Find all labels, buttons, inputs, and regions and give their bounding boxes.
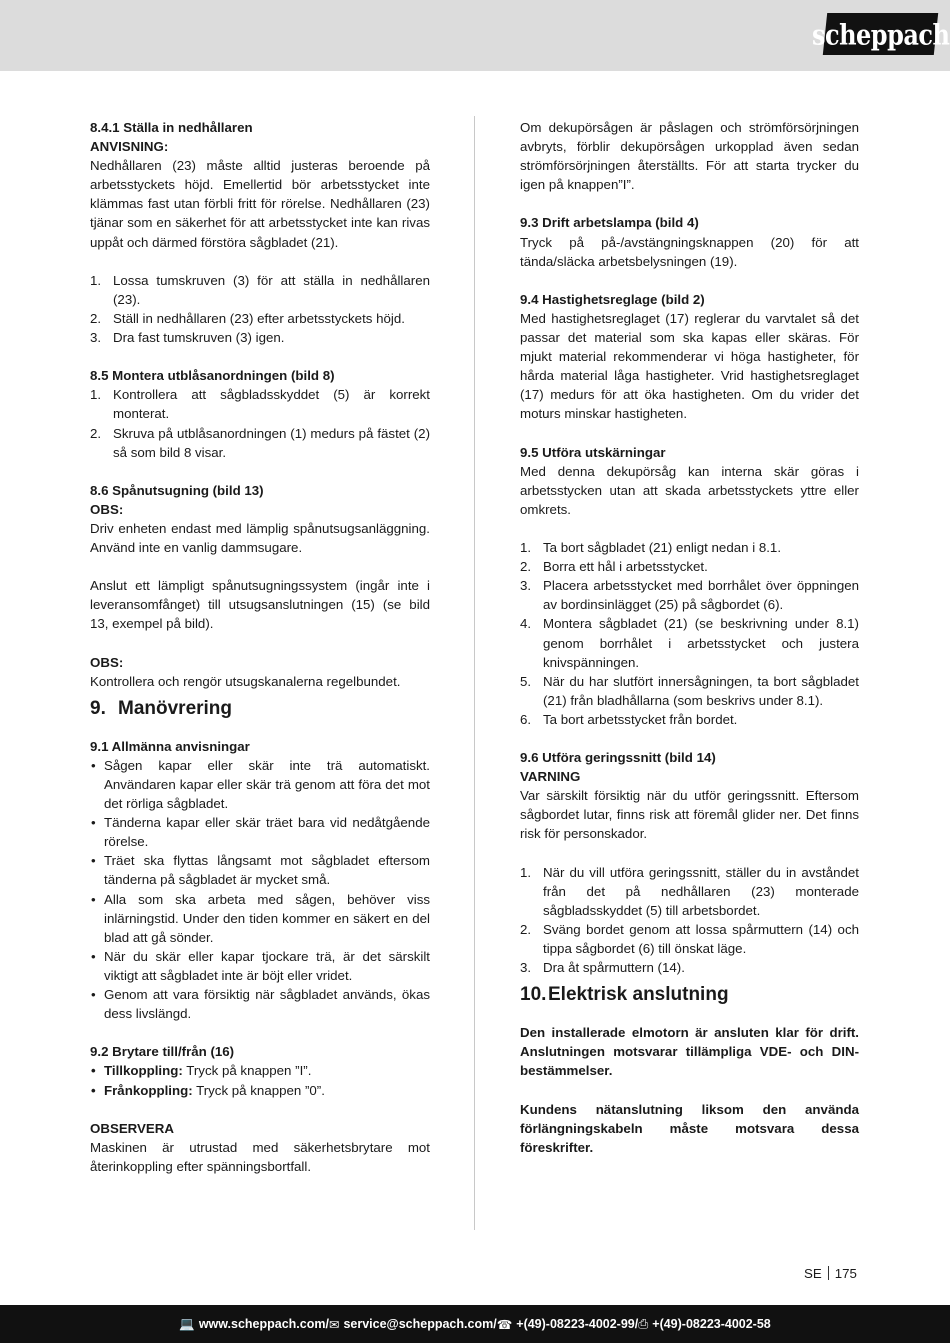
list-item: 5. När du har slutfört innersågningen, ta bort sågbladet (21) från bladhållarna (som beskrivs under 8.1). (520, 673, 859, 708)
observera-text: Maskinen är utrustad med säkerhetsbrytare mot återinkoppling efter spänningsbortfall. (90, 1139, 430, 1174)
section-9-2-title: 9.2 Brytare till/från (16) (90, 1044, 235, 1060)
electrical-paragraph-1: Den installerade elmotorn är ansluten klar för drift. Anslutningen motsvarar tillämpliga VDE- och DIN-bestämmelser. (520, 1025, 859, 1079)
electrical-paragraph-2: Kundens nätanslutning liksom den använda förlängningskabeln måste motsvara dessa föreskrifter. (520, 1101, 859, 1155)
section-9-3-text: Tryck på på-/avstängningsknappen (20) för att tända/släcka arbetsbelysningen (19). (520, 234, 859, 269)
section-9-6-title: 9.6 Utföra geringssnitt (bild 14) (520, 750, 716, 766)
general-instructions-list (90, 756, 430, 1023)
section-8-6-title: 8.6 Spånutsugning (bild 13) (90, 482, 264, 498)
list-item: • Tillkoppling: Tryck på knappen ”I”. (91, 1063, 312, 1079)
list-item: • Frånkoppling: Tryck på knappen ”0”. (91, 1082, 325, 1098)
page-number-value: 175 (834, 1266, 857, 1281)
steps-8-5 (90, 385, 430, 461)
language-code: SE (804, 1266, 822, 1281)
steps-9-5 (520, 538, 859, 729)
observera-label: OBSERVERA (90, 1120, 174, 1136)
extraction-paragraph: Anslut ett lämpligt spånutsugningssystem (ingår inte i leveransomfånget) till utsugsanslutningen (15) (se bild 13, exempel på bild). (90, 578, 430, 632)
list-item: 3. Dra fast tumskruven (3) igen. (90, 330, 285, 346)
list-item: • När du skär eller kapar tjockare trä, är det särskilt viktigt att sågbladet inte är böjt eller vridet. (91, 948, 430, 983)
restart-paragraph: Om dekupörsågen är påslagen och strömförsörjningen avbryts, förblir dekupörsågen urkopplad även sedan strömförsörjningen återställts. För att starta trycker du igen på knappen”I”. (520, 120, 859, 193)
obs-text: Driv enheten endast med lämplig spånutsugsanläggning. Använd inte en vanlig dammsugare. (90, 520, 430, 556)
scheppach-logo: scheppach (823, 13, 938, 55)
footer-phone: +(49)-08223-4002-99 (516, 1317, 635, 1331)
phone-icon: ☎ (496, 1317, 513, 1332)
fax-icon: ⎙ (638, 1316, 649, 1331)
list-item: 3. Placera arbetsstycket med borrhålet över öppningen av bordinsinlägget (25) på sågbordet (6). (520, 578, 859, 613)
chapter-9-heading: 9. Manövrering (90, 697, 233, 719)
obs-text-2: Kontrollera och rengör utsugskanalerna regelbundet. (90, 673, 401, 689)
list-item: • Alla som ska arbeta med sågen, behöver viss inlärningstid. Under den tiden kommer en säkert en del blad att gå sönder. (91, 891, 430, 945)
list-item: 6. Ta bort arbetsstycket från bordet. (520, 711, 738, 727)
list-item: • Genom att vara försiktig när sågbladet används, ökas dess livslängd. (91, 987, 430, 1022)
section-9-5-title: 9.5 Utföra utskärningar (520, 444, 666, 460)
note-label: ANVISNING: (90, 139, 169, 155)
list-item: 2. Skruva på utblåsanordningen (1) medurs på fästet (2) så som bild 8 visar. (90, 425, 430, 460)
section-9-1-title: 9.1 Allmänna anvisningar (90, 738, 250, 754)
switch-list (90, 1061, 430, 1099)
section-9-3-title: 9.3 Drift arbetslampa (bild 4) (520, 215, 699, 231)
page-header (0, 0, 950, 71)
page-footer: 💻 www.scheppach.com / ✉ service@scheppach.com / ☎ +(49)-08223-4002-99 / ⎙ +(49)-08223-4002-58 (0, 1305, 950, 1343)
list-item: • Träet ska flyttas långsamt mot sågbladet eftersom tänderna på sågbladet är mycket små. (91, 853, 430, 888)
warning-label: VARNING (520, 769, 581, 785)
computer-icon: 💻 (179, 1316, 195, 1331)
list-item: 1. När du vill utföra geringssnitt, ställer du in avståndet från det på nedhållaren (23) monterade sågbladsskyddet (5) till arbetsbordet. (520, 864, 859, 918)
obs-label: OBS: (90, 501, 124, 517)
footer-website[interactable]: www.scheppach.com (198, 1317, 326, 1331)
footer-email[interactable]: service@scheppach.com (343, 1317, 494, 1331)
footer-fax: +(49)-08223-4002-58 (652, 1317, 771, 1331)
section-9-5-text: Med denna dekupörsåg kan interna skär göras i arbetsstycken utan att skada arbetsstyckets yttre eller omkrets. (520, 463, 859, 517)
list-item: 4. Montera sågbladet (21) (se beskrivning under 8.1) genom borrhålet i arbetsstycket och justera knivspänningen. (520, 616, 859, 670)
list-item: 1. Ta bort sågbladet (21) enligt nedan i 8.1. (520, 540, 782, 556)
section-9-4-text: Med hastighetsreglaget (17) reglerar du varvtalet så det passar det material som ska kapas eller skäras. För mjukt material rekommenderar vi höga hastigheter, för hårda material låga hastigheter. Vrid hastighetsreglaget (17) medurs för att öka hastigheten. Om du vrider det moturs minskar hastigheten. (520, 310, 859, 422)
section-8-4-1-title: 8.4.1 Ställa in nedhållaren (90, 120, 253, 135)
list-item: 1. Lossa tumskruven (3) för att ställa in nedhållaren (23). (90, 272, 430, 307)
list-item: • Tänderna kapar eller skär träet bara vid nedåtgående rörelse. (91, 815, 430, 850)
right-column (520, 118, 859, 1157)
mail-icon: ✉ (328, 1317, 340, 1332)
steps-8-4-1 (90, 271, 430, 347)
list-item: 2. Ställ in nedhållaren (23) efter arbetsstyckets höjd. (90, 310, 405, 326)
page-number (804, 1264, 857, 1283)
list-item: 3. Dra åt spårmuttern (14). (520, 960, 685, 976)
steps-9-6 (520, 863, 859, 978)
obs-label-2: OBS: (90, 654, 124, 670)
note-text: Nedhållaren (23) måste alltid justeras beroende på arbetsstyckets höjd. Emellertid bör arbetsstycket inte klämmas fast utan förbli fritt för rörelse. Nedhållaren (23) tjänar som en säkerhet för att arbetsstycket inte kan rivas uppåt och därmed förstöra sågbladet (21). (90, 158, 430, 250)
left-column (90, 118, 430, 1176)
warning-text: Var särskilt försiktig när du utför geringssnitt. Eftersom sågbordet lutar, finns risk att föremål glider ner. Det finns risk för personskador. (520, 788, 859, 842)
list-item: 1. Kontrollera att sågbladsskyddet (5) är korrekt monterat. (90, 387, 430, 422)
list-item: 2. Sväng bordet genom att lossa spårmuttern (14) och tippa sågbordet (6) till önskat läge. (520, 921, 859, 957)
list-item: 2. Borra ett hål i arbetsstycket. (520, 559, 708, 575)
chapter-10-heading: 10.Elektrisk anslutning (520, 984, 729, 1006)
section-9-4-title: 9.4 Hastighetsreglage (bild 2) (520, 291, 705, 307)
section-8-5-title: 8.5 Montera utblåsanordningen (bild 8) (90, 368, 335, 384)
column-divider (474, 116, 475, 1230)
list-item: • Sågen kapar eller skär inte trä automatiskt. Användaren kapar eller skär trä genom att föra det mot det rörliga sågbladet. (91, 757, 430, 812)
